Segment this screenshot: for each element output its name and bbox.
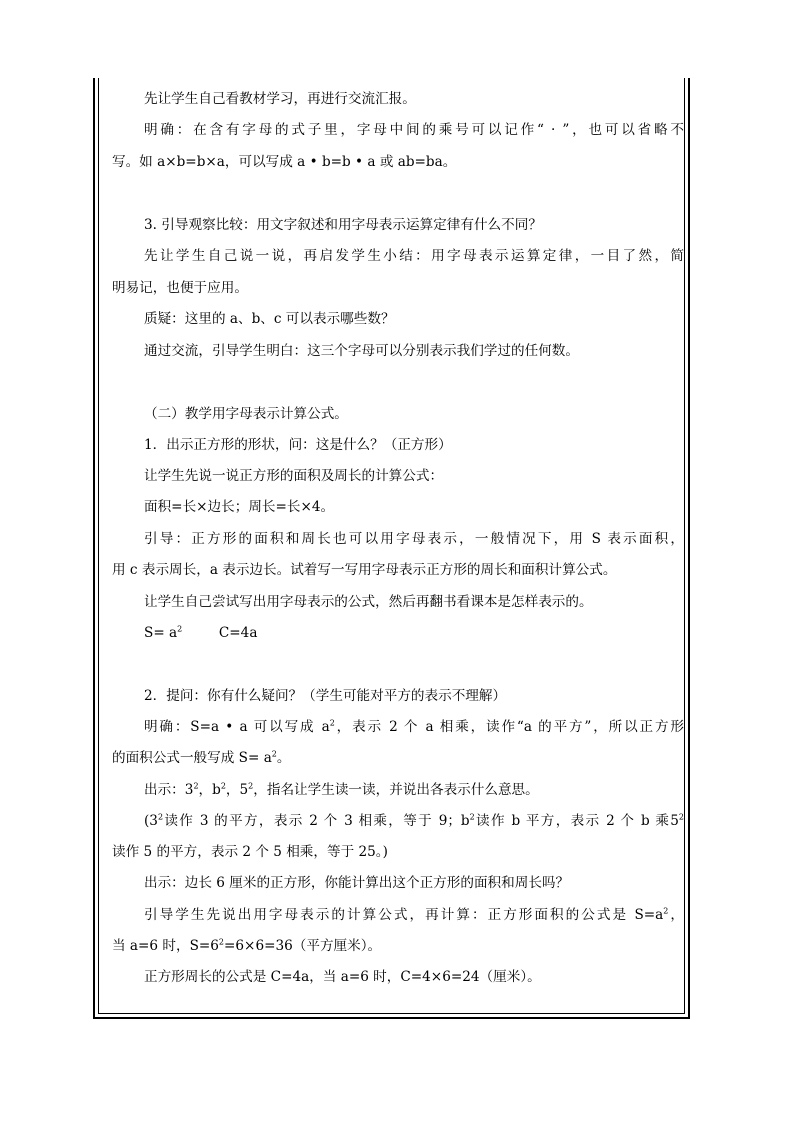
superscript: 2 [193,781,199,791]
text-line: 先让学生自己说一说，再启发学生小结：用字母表示运算定律，一目了然，简 [144,248,684,264]
text-line: 出示：边长 6 厘米的正方形，你能计算出这个正方形的面积和周长吗？ [144,875,570,891]
text-line: 面积=长×边长；周长=长×4。 [144,499,335,515]
text-span: 当 a=6 时，S=6 [112,938,219,954]
text-line [144,780,684,800]
text-span: 读作 b 平方，表示 2 个 b 乘5 [474,813,679,829]
perimeter-formula: C=4a [218,625,258,641]
text-span: 出示：3 [144,782,194,798]
text-span: ，b [198,782,221,798]
text-line: 通过交流，引导学生明白：这三个字母可以分别表示我们学过的任何数。 [144,343,579,359]
superscript: 2 [220,781,226,791]
text-span: 读作 3 的平方，表示 2 个 3 相乘，等于 9；b [163,813,470,829]
text-line [144,811,684,831]
text-line [144,905,684,925]
text-line [112,748,684,768]
text-line: 2．提问：你有什么疑问？（学生可能对平方的表示不理解） [144,688,507,704]
text-span: =6×6=36（平方厘米）。 [224,938,382,954]
superscript: 2 [177,624,183,634]
superscript: 2 [678,812,684,822]
text-line: 正方形周长的公式是 C=4a，当 a=6 时，C=4×6=24（厘米）。 [144,969,541,985]
text-line: 用 c 表示周长，a 表示边长。试着写一写用字母表示正方形的周长和面积计算公式。 [112,562,617,578]
text-line: 先让学生自己看教材学习，再进行交流汇报。 [144,91,416,107]
superscript: 2 [248,781,254,791]
superscript: 2 [663,906,669,916]
text-span: 。 [276,750,291,766]
superscript: 2 [157,812,164,822]
text-line: 读作 5 的平方，表示 2 个 5 相乘，等于 25。) [112,844,388,860]
section-heading: （二）教学用字母表示计算公式。 [144,406,348,422]
text-span: 的面积公式一般写成 S= a [112,750,272,766]
text-line: 引导：正方形的面积和周长也可以用字母表示，一般情况下，用 S 表示面积， [144,531,684,547]
text-span: ，表示 2 个 a 相乘，读作“a 的平方”，所以正方形 [334,719,684,735]
superscript: 2 [329,718,335,728]
text-span: (3 [144,813,158,829]
superscript: 2 [218,937,225,947]
text-line: 明易记，也便于应用。 [112,280,248,296]
text-line [144,717,684,737]
text-span: ， [668,907,684,923]
text-line: 让学生自己尝试写出用字母表示的公式，然后再翻书看课本是怎样表示的。 [144,594,593,610]
text-line: 让学生先说一说正方形的面积及周长的计算公式： [144,468,444,484]
superscript: 2 [271,749,277,759]
text-line: 3. 引导观察比较：用文字叙述和用字母表示运算定律有什么不同？ [144,217,542,233]
superscript: 2 [469,812,475,822]
text-line: 明确：在含有字母的式子里，字母中间的乘号可以记作“ · ”，也可以省略不 [144,122,684,138]
text-line: 1．出示正方形的形状，问：这是什么？（正方形） [144,437,452,453]
text-span: 引导学生先说出用字母表示的计算公式，再计算：正方形面积的公式是 S=a [144,907,664,923]
formula-line [144,623,684,643]
text-span: 明确：S=a • a 可以写成 a [144,719,330,735]
area-formula: S= a [144,625,178,641]
text-line: 质疑：这里的 a、b、c 可以表示哪些数？ [144,311,395,327]
text-line: 写。如 a×b=b×a，可以写成 a • b=b • a 或 ab=ba。 [112,154,457,170]
text-line [112,936,684,956]
text-span: ，指名让学生读一读，并说出各表示什么意思。 [253,782,539,798]
text-span: ，5 [225,782,249,798]
